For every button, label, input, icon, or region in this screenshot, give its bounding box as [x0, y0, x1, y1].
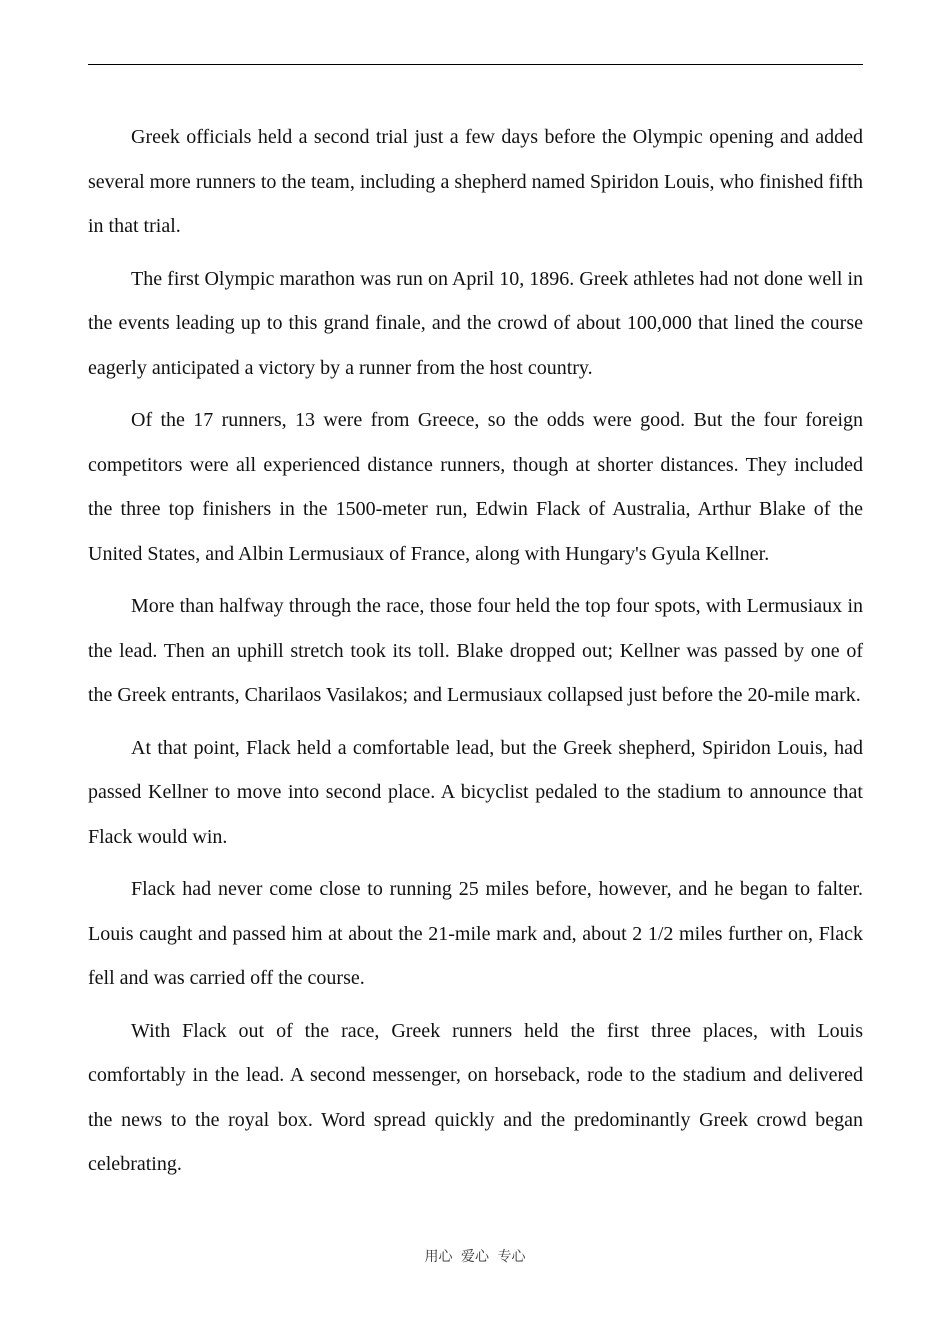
paragraph-5: At that point, Flack held a comfortable lead, but the Greek shepherd, Spiridon Louis, had passed Kellner to move into second place. A bicyclist pedaled to the stadium to announce that Flack would win.: [88, 736, 863, 848]
paragraph-7: With Flack out of the race, Greek runners held the first three places, with Louis comfortably in the lead. A second messenger, on horseback, rode to the stadium and delivered the news to the royal box. Word spread quickly and the predominantly Greek crowd began celebrating.: [88, 1019, 863, 1175]
page-footer: 用心 爱心 专心: [424, 1249, 526, 1265]
paragraph-1: Greek officials held a second trial just a few days before the Olympic opening and added several more runners to the team, including a shepherd named Spiridon Louis, who finished fifth in that trial.: [88, 126, 863, 237]
paragraph-4: More than halfway through the race, those four held the top four spots, with Lermusiaux in the lead. Then an uphill stretch took its toll. Blake dropped out; Kellner was passed by one of the Greek entrants, Charilaos Vasilakos; and Lermusiaux collapsed just before the 20-mile mark.: [88, 595, 863, 706]
paragraph-2: The first Olympic marathon was run on April 10, 1896. Greek athletes had not done well in the events leading up to this grand finale, and the crowd of about 100,000 that lined the course eagerly anticipated a victory by a runner from the host country.: [88, 267, 863, 379]
paragraph-3: Of the 17 runners, 13 were from Greece, so the odds were good. But the four foreign competitors were all experienced distance runners, though at shorter distances. They included the three top finishers in the 1500-meter run, Edwin Flack of Australia, Arthur Blake of the United States, and Albin Lermusiaux of France, along with Hungary's Gyula Kellner.: [88, 409, 863, 565]
paragraph-6: Flack had never come close to running 25 miles before, however, and he began to falter. Louis caught and passed him at about the 21-mile mark and, about 2 1/2 miles further on, Flack fell and was carried off the course.: [88, 878, 863, 989]
document-body: [88, 115, 863, 1195]
header-divider: [88, 64, 863, 65]
